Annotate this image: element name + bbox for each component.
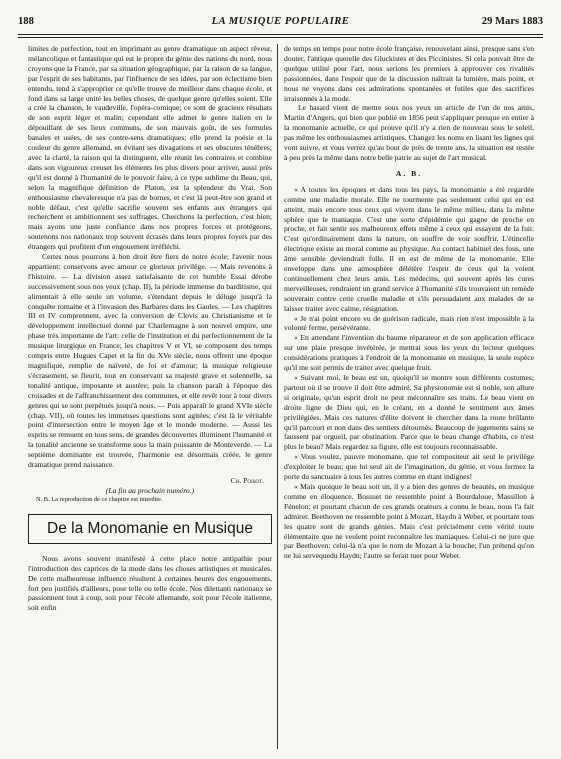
section-title: De la Monomanie en Musique (28, 514, 272, 544)
article-paragraph: Le hasard vient de mettre sous nos yeux un article de l'un de nos amis, Martin d'Angers, qui bien que publié en 1856 peut s'appliquer presque en entier à la monomanie actuelle, ce qui prouve qu'il n'y a rien de nouveau sous le soleil, pas même les enthousiasmes artistiques. Changez les noms en lisant les lignes qui vont suivre, et vous verrez qu'au bout de près de trente ans, la situation est restée à peu près la même dans notre belle patrie au sujet de l'art musical. (284, 103, 534, 162)
quote-paragraph: « Mais quoique le beau soit un, il y a bien des genres de beautés, en musique comme en éloquence. Bossuet ne ressemble point à Bourdaloue, Massillon à Fénelon; et pourtant chacun de ces grands orateurs a connu le beau, nous l'a fait admirer. Beethoven ne ressemble point à Mozart, Haydn à Weber, et pourtant tous les quatre sont de grands génies. Mais c'est précisément cette vérité toute élémentaire que ne veulent point reconnaître les maniaques. Celui-ci ne jure que par Beethoven: celui-là n'a que le nom de Mozart à la bouche; l'un prétend qu'on ne lui servequedu Haydn; l'autre se ferait tuer pour Weber. (284, 481, 534, 561)
article-paragraph: limites de perfection, tout en imprimant au genre dramatique un aspect rêveur, mélancolique et fantastique qui est le propre du génie des nations du nord, nous croyons que la France, par sa situation géographique, par la raison de sa langue, par l'esprit de ses habitants, par l'influence de ses idées, par son éclectisme bien entendu, tend à s'approprier ce qu'elle trouve de meilleur dans chaque école, et fond dans sa large unité les belles choses, de quelque genre qu'elles soient. Elle a créé la chanson, le vaudeville, l'opéra-comique; ce sont de gracieux résultats de son esprit léger et malin; cependant elle admet le genre italien en le dépouillant de ses lieux communs, de son mauvais goût, de ses formules banales et usées, de ses contre-sens dramatiques; elle prend la poésie et la couleur du genre allemand, en évitant ses divagations et ses obscures ténèbres; avec la clarté, la raison qui la distinguent, elle réunit les contraires et combine dans son vigoureux creuset les éléments les plus divers pour arriver, aussi près qu'il est donné à l'humanité de le pouvoir faire, à ce type sublime du Beau, qui, selon la magnifique définition de Platon, est la splendeur du Vrai. Son enthousiasme chevaleresque n'a pas de bornes, et c'est là peut-être son grand et noble défaut, c'est qu'elle sacrifie souvent ses enfants aux étrangers qui recherchent et ambitionnent ses suffrages. Cherchons la perfection, c'est bien; mais ayons une juste confiance dans nos propres forces et protégeons, soutenons nos nationaux trop souvent écrasés dans leurs propres foyers par des étrangers qui profitent d'un engouement irréfléchi. (28, 44, 272, 252)
article-paragraph: Certes nous pourrons à bon droit être fiers de notre école; l'avenir nous appartient: conservons avec amour ce glorieux privilège. — Mais revenons à l'histoire. — La division assez satisfaisante de cet humble Essai dérobe successivement sous nos yeux (chap. II), la période immense du barditisme, qui alimentait à elle seule un volume, s'étendant depuis le déluge jusqu'à la conquête romaine et à l'invasion des Barbares dans les Gaules. — Les chapitres III et IV comprennent, avec la conversion de Clovis au Christianisme et le développement intellectuel donné par Charlemagne à son nouvel empire, une phase très importante de l'art: celle de l'institution et du perfectionnement de la musique liturgique en France; les chapitres V et VI, se composent des temps compris entre Hugues Capet et la fin du XVe siècle, nous offrent une époque magnifique, remplie de naïveté, de foi et d'amour; la musique religieuse s'écrasement, se fleurit, tout en conservant sa majesté grave et solennelle, sa tonalité antique, imposante et austère; puis la chanson paraît à l'époque des croisades et de l'affranchissement des communes, et elle revêt tour à tour divers genres qui se sont perpétués jusqu'à nous. — Puis apparaît le grand XVIe siècle (chap. VII), où toutes les immenses questions sont agitées; c'est là le véritable point d'intersection entre le moyen âge et le monde moderne. — Aussi les esprits se remuent en tous sens, de grandes découvertes illuminent l'humanité et la tonalité ancienne se transforme sous la main puissante de Monteverde. — La septième dominante est trouvée, l'harmonie est désormais créée, le genre dramatique prend naissance. (28, 252, 272, 470)
quote-paragraph: « Suivant moi, le beau est un, quoiqu'il se montre sous différents costumes; partout où il se trouve il doit être admiré. Sa physionomie est si noble, son allure si originale, qu'un esprit droit ne peut méconnaître ses traits. Le beau vient en droite ligne de Dieu qui, en le créant, en a donné le sentiment aux âmes privilégiées. Mais ces natures d'élite doivent le chercher dans la route brillante qu'il parcourt et non dans des sentiers détournés. Beaucoup de jugements sains se faussent par orgueil, par obstination. Parce que le beau change d'habits, ce n'est plus le beau? Mais regardez sa figure, elle est toujours reconnaissable. (284, 373, 534, 452)
author-signature: Ch. Poisot. (230, 475, 264, 485)
right-column (284, 44, 534, 751)
header-rule (18, 34, 543, 35)
quote-paragraph: « A toutes les époques et dans tous les pays, la monomanie a été regardée comme une maladie morale. Elle ne tourmente pas seulement celui qui en est atteint, mais encore tous ceux qui vivent dans le même milieu, dans la même sphère que le maniaque. C'est une sorte d'épidémie qui gagne de proche en proche, et fait sentir ses malheureux effets même à ceux qui essayent de la fuir. C'est qu'ordinairement dans la nature, on souffre de voir souffrir. L'étincelle électrique existe au moral comme au physique. Au contact habituel des fous, une âme sensible deviendrait folle. Il en est de même de la monomanie. Elle enveloppe dans une atmosphère délétère l'esprit de ceux qui la voient continuellement chez leurs amis. Les médecins, qui souvent après les cures merveilleuses, rendraient un grand service à l'humanité s'ils trouvaient un remède souverain contre cette cruelle maladie et s'ils persuadaient aux malades de se laisser traiter avec calme, résignation. (284, 184, 534, 313)
publication-title: LA MUSIQUE POPULAIRE (211, 16, 350, 27)
quote-paragraph: « En attendant l'invention du baume réparateur et de son application efficace sur une plaie presque invétérée, je mettrai sous les yeux du lecteur quelques considérations pratiques à l'endroit de la monomanie en musique, la seule espèce qu'il me soit permis de traiter avec quelque fruit. (284, 333, 534, 373)
page-number: 188 (18, 16, 34, 27)
issue-date: 29 Mars 1883 (481, 16, 543, 27)
quote-paragraph: « Vous voulez, pauvre monomane, que tel compositeur ait seul le privilège d'exploiter le beau; que lui seul ait de l'imagination, du génie, et vous fermez la porte du sanctuaire à tous les autres comme en étant indignes! (284, 452, 534, 482)
article-paragraph: de temps en temps pour notre école française, renouvelant ainsi, presque sans s'en douter, l'antique querelle des Gluckistes et des Piccinistes. Si cela pouvait être de quelque utilité pour l'art, nous serions les premiers à approuver ces rivalités passionnées, dans l'espoir que de la discussion naîtrait la lumière, mais point, et nous ne voyons dans ces admirations spontanées et futiles que des sacrifices irraisonnés à la mode. (284, 44, 534, 103)
reproduction-note: N. B. La reproduction de ce chapitre est interdite. (36, 495, 163, 503)
page-header (18, 16, 543, 30)
article-paragraph: Nous avons souvent manifesté à cette place notre antipathie pour l'introduction des caprices de la mode dans les choses artistiques et musicales. De cette malheureuse influence résultent à certaines heures des engouements, fort peu justifiés d'ailleurs, pour telle ou telle école. Nos dilettanti nationaux se passionnent tout à coup, soit pour l'école allemande, soit pour l'école italienne, soit enfin (28, 553, 272, 613)
header-rule-double (18, 37, 543, 38)
continuation-note: (La fin au prochain numéro.) (105, 485, 195, 495)
left-column (28, 44, 272, 751)
quoted-article (284, 185, 534, 561)
column-divider (277, 44, 278, 749)
quote-paragraph: « Je n'ai point encore vu de guérison radicale, mais rien n'est impossible à la volonté ferme, persévérante. (284, 313, 534, 333)
author-initials: A. B. (395, 168, 423, 178)
